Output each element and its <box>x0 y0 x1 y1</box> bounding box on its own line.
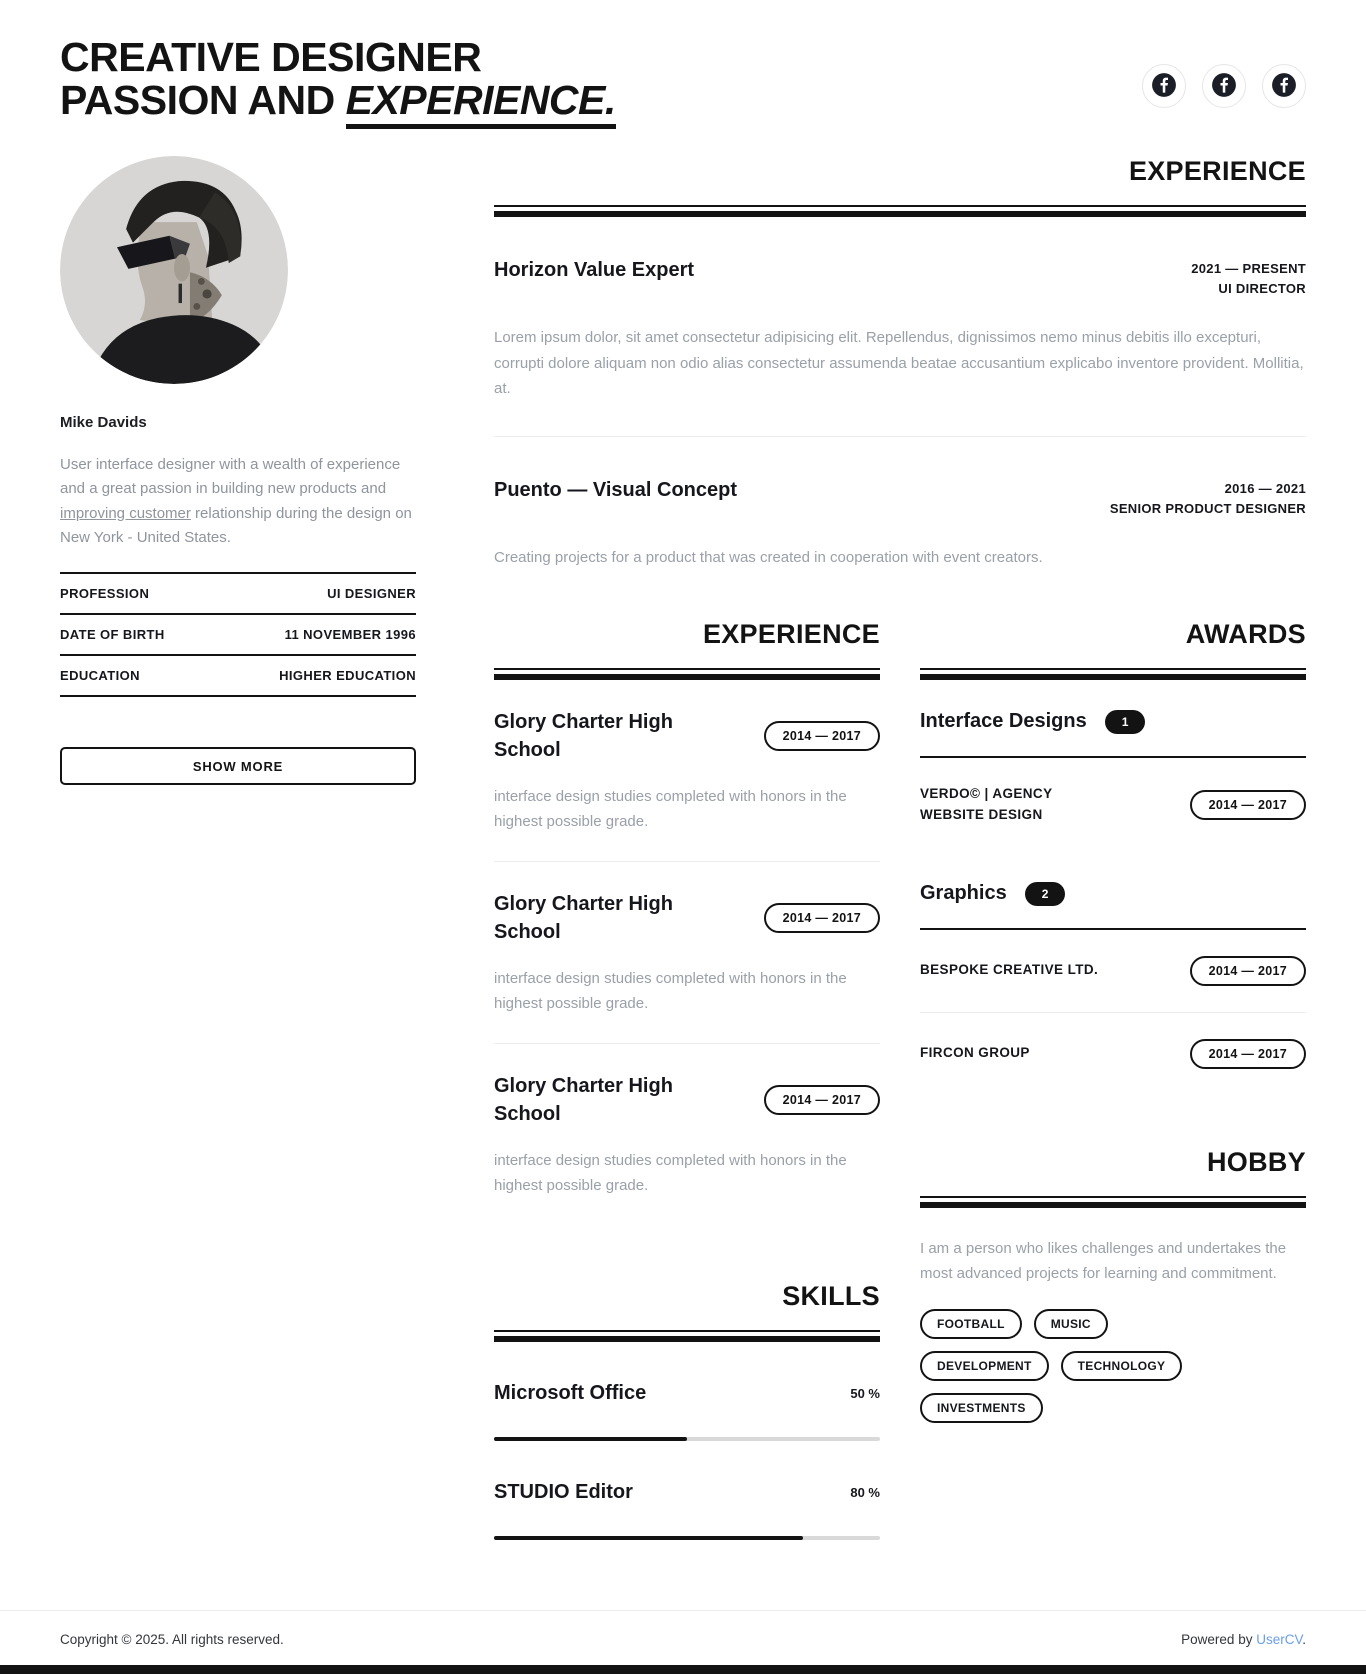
powered-by-suffix: . <box>1302 1631 1306 1647</box>
page-title <box>60 36 616 122</box>
period-pill: 2014 — 2017 <box>1190 956 1306 986</box>
facts-table <box>60 572 416 697</box>
fact-row-profession <box>60 574 416 615</box>
award-group <box>920 882 1306 1095</box>
fact-label: PROFESSION <box>60 586 150 602</box>
hobby-tags <box>920 1309 1220 1423</box>
hobby-tag: INVESTMENTS <box>920 1393 1043 1423</box>
education-title: Glory Charter High School <box>494 710 673 761</box>
skill-item <box>494 1481 880 1540</box>
period-pill: 2014 — 2017 <box>764 721 880 751</box>
award-count-badge: 2 <box>1025 882 1066 906</box>
period-pill: 2014 — 2017 <box>1190 1039 1306 1069</box>
education-description: interface design studies completed with honors in the highest possible grade. <box>494 1151 847 1195</box>
experience-role: UI DIRECTOR <box>1218 281 1306 297</box>
right-column <box>920 619 1306 1540</box>
double-rule <box>494 668 880 680</box>
social-links <box>1142 64 1306 108</box>
skills-heading: SKILLS <box>782 1280 880 1311</box>
experience-period: 2021 — PRESENT <box>1191 261 1306 277</box>
fact-row-education <box>60 656 416 697</box>
awards-section <box>920 619 1306 1095</box>
fact-value: HIGHER EDUCATION <box>279 668 416 684</box>
experience-item <box>494 259 1306 299</box>
hobby-tag: FOOTBALL <box>920 1309 1022 1339</box>
award-entry <box>920 930 1306 1012</box>
hobby-heading: HOBBY <box>1206 1146 1306 1177</box>
avatar <box>60 156 288 384</box>
award-entry <box>920 1012 1306 1095</box>
skill-progress-track <box>494 1437 880 1441</box>
hobby-tag: TECHNOLOGY <box>1061 1351 1183 1381</box>
double-rule <box>920 1196 1306 1208</box>
education-heading: EXPERIENCE <box>702 618 880 649</box>
powered-by-prefix: Powered by <box>1181 1631 1257 1647</box>
facebook-icon <box>1151 72 1177 101</box>
award-entry <box>920 758 1306 852</box>
education-description: interface design studies completed with honors in the highest possible grade. <box>494 787 847 831</box>
fact-value: UI DESIGNER <box>327 586 416 602</box>
award-entry-name: FIRCON GROUP <box>920 1045 1030 1061</box>
experience-section <box>494 156 1306 571</box>
copyright-text: Copyright © 2025. All rights reserved. <box>60 1631 284 1647</box>
hobby-tag: DEVELOPMENT <box>920 1351 1049 1381</box>
fact-label: DATE OF BIRTH <box>60 627 165 643</box>
left-column <box>494 619 880 1540</box>
award-entry-name: VERDO© | AGENCY WEBSITE DESIGN <box>920 785 1053 822</box>
double-rule <box>920 668 1306 680</box>
facebook-button-2[interactable] <box>1202 64 1246 108</box>
experience-title: Horizon Value Expert <box>494 259 695 282</box>
usercv-link[interactable]: UserCV <box>1256 1631 1303 1647</box>
experience-title: Puento — Visual Concept <box>494 478 737 501</box>
skills-section <box>494 1281 880 1540</box>
education-item <box>494 861 880 1043</box>
show-more-button[interactable]: SHOW MORE <box>60 747 416 785</box>
bio-text-before: User interface designer with a wealth of experience and a great passion in building new products and <box>60 456 401 498</box>
skill-progress-track <box>494 1536 880 1540</box>
education-title: Glory Charter High School <box>494 892 673 943</box>
award-count-badge: 1 <box>1105 710 1146 734</box>
skill-name: STUDIO Editor <box>494 1480 633 1503</box>
double-rule <box>494 1330 880 1342</box>
experience-item <box>494 479 1306 519</box>
experience-meta <box>1110 479 1306 519</box>
period-pill: 2014 — 2017 <box>764 1085 880 1115</box>
skill-item <box>494 1382 880 1441</box>
page-title-emphasis: EXPERIENCE. <box>346 77 616 129</box>
sidebar <box>60 156 416 1540</box>
experience-period: 2016 — 2021 <box>1224 480 1306 496</box>
awards-heading: AWARDS <box>1185 618 1306 649</box>
experience-description: Creating projects for a product that was created in cooperation with event creators. <box>494 549 1043 567</box>
main-content <box>494 156 1306 1540</box>
experience-role: SENIOR PRODUCT DESIGNER <box>1109 501 1306 517</box>
award-entry-name: BESPOKE CREATIVE LTD. <box>920 962 1099 978</box>
experience-heading: EXPERIENCE <box>1128 156 1306 187</box>
hobby-section <box>920 1147 1306 1423</box>
page-footer <box>0 1610 1366 1665</box>
facebook-icon <box>1211 72 1237 101</box>
fact-row-date-of-birth <box>60 615 416 656</box>
education-section <box>494 619 880 1225</box>
powered-by <box>1181 1632 1306 1647</box>
hobby-text: I am a person who likes challenges and undertakes the most advanced projects for learning and commitment. <box>920 1239 1287 1282</box>
skill-name: Microsoft Office <box>494 1381 647 1404</box>
period-pill: 2014 — 2017 <box>1190 790 1306 820</box>
facebook-icon <box>1271 72 1297 101</box>
skill-progress-fill <box>494 1536 803 1540</box>
double-rule <box>494 205 1306 217</box>
experience-description: Lorem ipsum dolor, sit amet consectetur adipisicing elit. Repellendus, dignissimos nemo minus debitis illo excepturi, corrupti dolore aliquam non odio alias consectetur assumenda beatae accusantium explicabo inventore provident. Mollitia, at. <box>494 329 1304 398</box>
education-item <box>494 680 880 861</box>
skill-percent: 80 % <box>850 1484 880 1500</box>
facebook-button-1[interactable] <box>1142 64 1186 108</box>
page-title-line1: CREATIVE DESIGNER <box>60 34 482 80</box>
bio-link[interactable]: improving customer <box>60 504 191 522</box>
education-item <box>494 1043 880 1225</box>
facebook-button-3[interactable] <box>1262 64 1306 108</box>
experience-meta <box>1191 259 1306 299</box>
person-name: Mike Davids <box>60 414 147 432</box>
bio-text-after: relationship during the design on New York - United States. <box>60 504 412 546</box>
education-title: Glory Charter High School <box>494 1074 673 1125</box>
page-title-line2-prefix: PASSION AND <box>60 77 346 124</box>
skill-percent: 50 % <box>850 1385 880 1401</box>
person-bio <box>60 453 416 550</box>
avatar-photo-illustration <box>60 156 288 384</box>
fact-label: EDUCATION <box>60 668 140 684</box>
award-group-name: Interface Designs <box>920 710 1087 733</box>
skill-progress-fill <box>494 1437 687 1441</box>
period-pill: 2014 — 2017 <box>764 903 880 933</box>
page-header <box>60 36 1306 122</box>
divider <box>494 436 1306 437</box>
hobby-tag: MUSIC <box>1034 1309 1108 1339</box>
award-group <box>920 710 1306 852</box>
bottom-black-bar <box>0 1665 1366 1674</box>
award-group-name: Graphics <box>920 882 1007 904</box>
education-description: interface design studies completed with honors in the highest possible grade. <box>494 969 847 1013</box>
fact-value: 11 NOVEMBER 1996 <box>284 627 416 643</box>
